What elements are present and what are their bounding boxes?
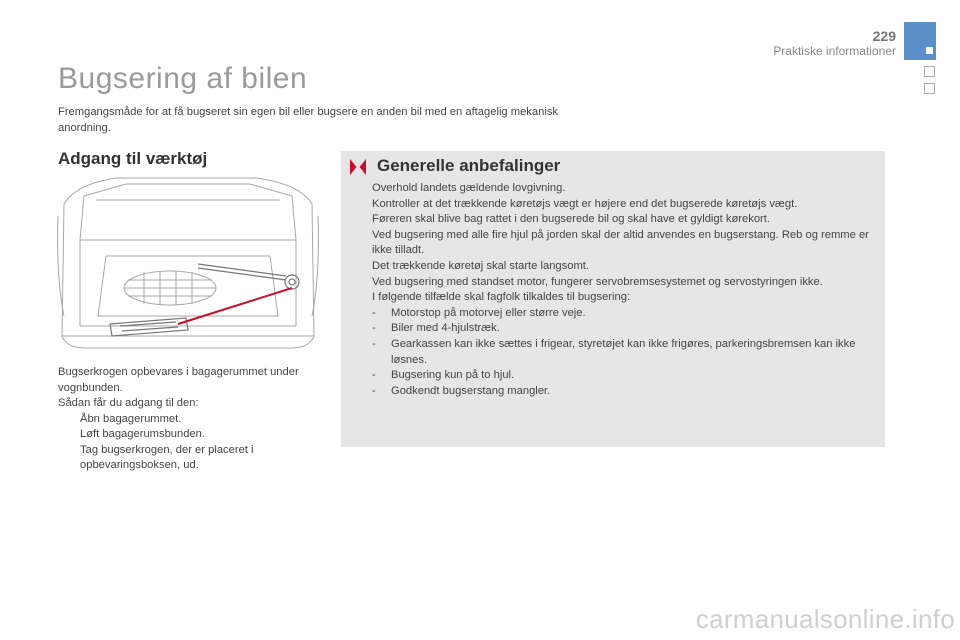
case-text: Gearkassen kan ikke sættes i frigear, styretøjet kan ikke frigøres, parkeringsbremsen kan ikke løsnes. xyxy=(391,337,856,366)
case-text: Godkendt bugserstang mangler. xyxy=(391,384,551,397)
list-item xyxy=(58,443,308,474)
recommendation-line: Det trækkende køretøj skal starte langsomt. xyxy=(372,259,589,272)
list-item xyxy=(372,368,877,384)
dash-marker: - xyxy=(372,369,376,382)
list-item xyxy=(58,412,308,428)
step-text: Løft bagagerumsbunden. xyxy=(80,428,206,440)
warning-icon xyxy=(348,157,368,177)
recommendations-heading: Generelle anbefalinger xyxy=(377,156,561,175)
recommendation-line: Kontroller at det trækkende køretøjs vægt er højere end det bugserede køretøjs vægt. xyxy=(372,197,798,210)
step-text: Åbn bagagerummet. xyxy=(80,412,182,425)
dash-marker: - xyxy=(372,384,376,397)
section-name: Praktiske informationer xyxy=(773,44,896,58)
dash-marker: - xyxy=(372,306,376,319)
recommendation-line: Ved bugsering med alle fire hjul på jorden skal der altid anvendes en bugserstang. Reb og remme er ikke tilladt. xyxy=(372,228,869,257)
recommendations-panel xyxy=(341,151,885,447)
trunk-illustration xyxy=(56,176,320,351)
list-item xyxy=(372,306,877,322)
list-item xyxy=(372,384,877,400)
watermark: carmanualsonline.info xyxy=(695,604,955,634)
page-number: 229 xyxy=(872,28,896,44)
recommendation-line: Føreren skal blive bag rattet i den bugserede bil og skal have et gyldigt kørekort. xyxy=(372,213,770,226)
recommendation-line: Overhold landets gældende lovgivning. xyxy=(372,182,566,194)
recommendation-line: I følgende tilfælde skal fagfolk tilkaldes til bugsering: xyxy=(372,291,631,304)
dash-marker: - xyxy=(372,322,376,335)
list-item xyxy=(58,427,308,443)
storage-description: Bugserkrogen opbevares i bagagerummet under vognbunden. xyxy=(58,366,299,394)
intro-text: Fremgangsmåde for at få bugseret sin egen bil eller bugsere en anden bil med en aftagelig mekanisk anordning. xyxy=(58,106,559,134)
dash-marker: - xyxy=(372,337,376,350)
professional-cases xyxy=(372,306,877,400)
tab-marker xyxy=(926,47,933,54)
access-intro: Sådan får du adgang til den: xyxy=(58,397,199,409)
case-text: Biler med 4-hjulstræk. xyxy=(391,322,500,335)
recommendation-line: Ved bugsering med standset motor, fungerer servobremsesystemet og servostyringen ikke. xyxy=(372,275,823,288)
case-text: Bugsering kun på to hjul. xyxy=(391,369,515,382)
step-text: Tag bugserkrogen, der er placeret i opbevaringsboksen, ud. xyxy=(80,443,254,471)
recommendations-body xyxy=(372,181,877,399)
list-item xyxy=(372,337,877,368)
side-marker-1 xyxy=(924,66,935,77)
case-text: Motorstop på motorvej eller større veje. xyxy=(391,306,586,319)
side-marker-2 xyxy=(924,83,935,94)
page-title: Bugsering af bilen xyxy=(58,62,308,95)
tools-text xyxy=(58,365,308,474)
tools-heading: Adgang til værktøj xyxy=(58,149,208,168)
list-item xyxy=(372,321,877,337)
access-steps xyxy=(58,412,308,474)
section-tab xyxy=(904,22,936,60)
